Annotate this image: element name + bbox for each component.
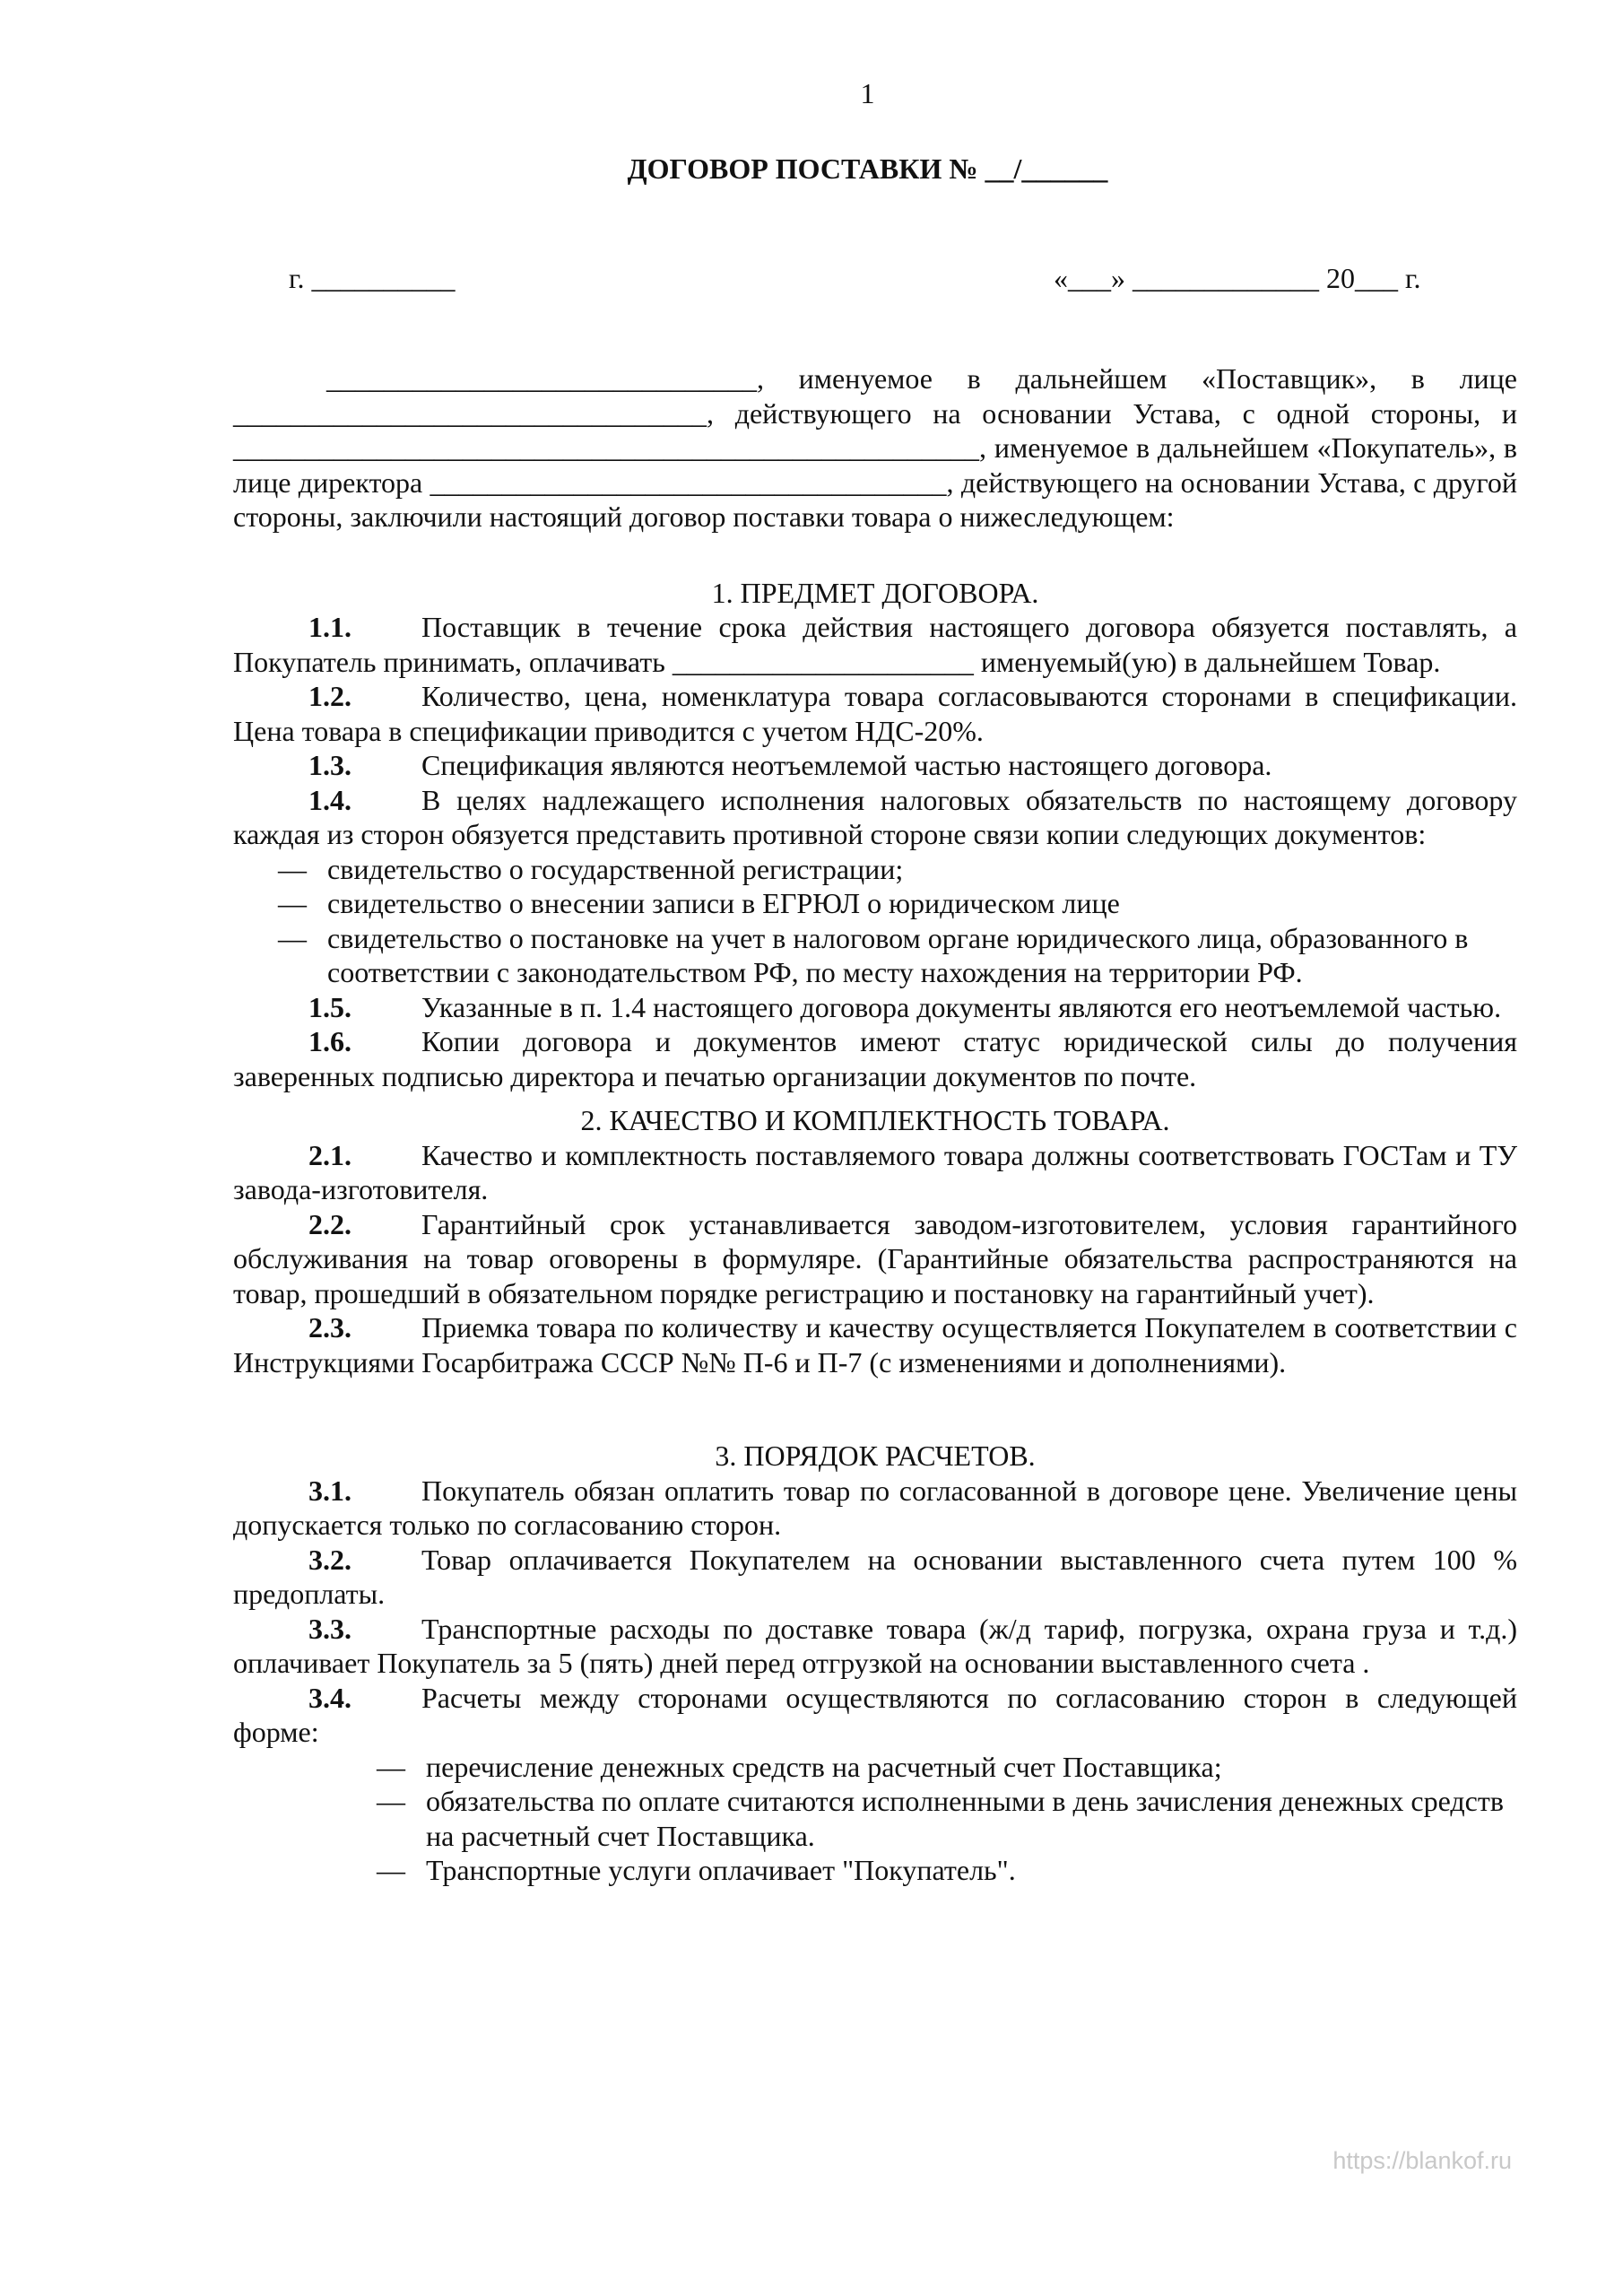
section-heading-3: 3. ПОРЯДОК РАСЧЕТОВ. bbox=[715, 1439, 1036, 1472]
clause-3-1 bbox=[233, 1474, 1517, 1543]
section-heading-2: 2. КАЧЕСТВО И КОМПЛЕКТНОСТЬ ТОВАРА. bbox=[580, 1104, 1170, 1136]
dash-bullet: — bbox=[278, 852, 307, 885]
section-heading-1: 1. ПРЕДМЕТ ДОГОВОРА. bbox=[711, 576, 1039, 609]
payment-forms-list bbox=[233, 1750, 1517, 1888]
date-line: «___» _____________ 20___ г. bbox=[1054, 262, 1421, 294]
clause-number: 1.4. bbox=[308, 783, 352, 816]
list-item-text: свидетельство о государственной регистрации; bbox=[327, 852, 904, 885]
dash-bullet: — bbox=[278, 887, 307, 919]
list-item bbox=[233, 921, 1517, 990]
clause-1-3 bbox=[233, 748, 1517, 783]
documents-list bbox=[233, 852, 1517, 990]
clause-text: Приемка товара по количеству и качеству осуществляется Покупателем в соответствии с Инструкциями Госарбитража СССР №№ П-6 и П-7 (с изменениями и дополнениями). bbox=[233, 1311, 1517, 1378]
document-title: ДОГОВОР ПОСТАВКИ № __/______ bbox=[627, 152, 1108, 185]
clause-1-5 bbox=[233, 990, 1517, 1025]
list-item bbox=[233, 852, 1517, 887]
clause-text: Покупатель обязан оплатить товар по согласованной в договоре цене. Увеличение цены допускается только по согласованию сторон. bbox=[233, 1474, 1517, 1541]
clause-3-2 bbox=[233, 1543, 1517, 1612]
dash-bullet: — bbox=[377, 1854, 405, 1886]
clause-number: 1.5. bbox=[308, 990, 352, 1023]
clause-text: Количество, цена, номенклатура товара согласовываются сторонами в спецификации. Цена товара в спецификации приводится с учетом НДС-20%. bbox=[233, 680, 1517, 747]
clause-number: 2.2. bbox=[308, 1207, 352, 1240]
clause-text: Товар оплачивается Покупателем на основании выставленного счета путем 100 % предоплаты. bbox=[233, 1543, 1517, 1610]
place-line: г. __________ bbox=[289, 262, 456, 294]
clause-text: Расчеты между сторонами осуществляются по согласованию сторон в следующей форме: bbox=[233, 1681, 1517, 1748]
clause-1-2 bbox=[233, 679, 1517, 748]
list-item bbox=[233, 1853, 1517, 1888]
clause-text: Поставщик в течение срока действия настоящего договора обязуется поставлять, а Покупатель принимать, оплачивать _____________________ именуемый(ую) в дальнейшем Товар. bbox=[233, 611, 1517, 678]
clause-number: 3.3. bbox=[308, 1612, 352, 1645]
clause-number: 1.3. bbox=[308, 749, 352, 781]
clause-text: Гарантийный срок устанавливается заводом-изготовителем, условия гарантийного обслуживания на товар оговорены в формуляре. (Гарантийные обязательства распространяются на товар, прошедший в обязательном порядке регистрацию и постановку на гарантийный учет). bbox=[233, 1207, 1517, 1309]
clause-2-2 bbox=[233, 1207, 1517, 1311]
list-item bbox=[233, 1750, 1517, 1785]
document-body bbox=[233, 361, 1517, 1888]
clause-number: 2.1. bbox=[308, 1138, 352, 1171]
clause-text: Спецификация являются неотъемлемой частью настоящего договора. bbox=[421, 749, 1272, 781]
clause-number: 1.2. bbox=[308, 680, 352, 712]
intro-paragraph: ______________________________, именуемое в дальнейшем «Поставщик», в лице _________________________________, действующего на основании Устава, с одной стороны, и ____________________________________________________, именуемое в дальнейшем «Покупатель», в лице директора ____________________________________, действующего на основании Устава, с другой стороны, заключили настоящий договор поставки товара о нижеследующем: bbox=[233, 362, 1517, 533]
clause-3-3 bbox=[233, 1612, 1517, 1681]
dash-bullet: — bbox=[377, 1750, 405, 1783]
clause-1-4 bbox=[233, 783, 1517, 852]
watermark-url: https://blankof.ru bbox=[1332, 2147, 1512, 2174]
clause-1-1 bbox=[233, 610, 1517, 679]
list-item-text: свидетельство о постановке на учет в налоговом органе юридического лица, образованного в соответствии с законодательством РФ, по месту нахождения на территории РФ. bbox=[327, 921, 1469, 988]
list-item-text: перечисление денежных средств на расчетный счет Поставщика; bbox=[426, 1750, 1222, 1783]
clause-number: 1.6. bbox=[308, 1025, 352, 1057]
clause-2-1 bbox=[233, 1138, 1517, 1207]
clause-text: Качество и комплектность поставляемого товара должны соответствовать ГОСТам и ТУ завода-изготовителя. bbox=[233, 1138, 1517, 1205]
clause-number: 3.1. bbox=[308, 1474, 352, 1507]
list-item-text: свидетельство о внесении записи в ЕГРЮЛ о юридическом лице bbox=[327, 887, 1120, 919]
clause-number: 1.1. bbox=[308, 611, 352, 643]
dash-bullet: — bbox=[278, 921, 307, 954]
clause-3-4 bbox=[233, 1681, 1517, 1750]
clause-text: Транспортные расходы по доставке товара (ж/д тариф, погрузка, охрана груза и т.д.) оплачивает Покупатель за 5 (пять) дней перед отгрузкой на основании выставленного счета . bbox=[233, 1612, 1517, 1679]
list-item bbox=[233, 1784, 1517, 1853]
clause-number: 2.3. bbox=[308, 1311, 352, 1344]
clause-text: Копии договора и документов имеют статус юридической силы до получения заверенных подписью директора и печатью организации документов по почте. bbox=[233, 1025, 1517, 1092]
clause-2-3 bbox=[233, 1310, 1517, 1379]
list-item-text: Транспортные услуги оплачивает "Покупатель". bbox=[426, 1854, 1016, 1886]
clause-1-6 bbox=[233, 1024, 1517, 1093]
dash-bullet: — bbox=[377, 1785, 405, 1817]
list-item-text: обязательства по оплате считаются исполненными в день зачисления денежных средств на расчетный счет Поставщика. bbox=[426, 1785, 1504, 1852]
clause-number: 3.2. bbox=[308, 1543, 352, 1576]
clause-text: Указанные в п. 1.4 настоящего договора документы являются его неотъемлемой частью. bbox=[421, 990, 1502, 1023]
clause-number: 3.4. bbox=[308, 1681, 352, 1714]
list-item bbox=[233, 886, 1517, 921]
page-number: 1 bbox=[860, 77, 875, 109]
clause-text: В целях надлежащего исполнения налоговых обязательств по настоящему договору каждая из сторон обязуется представить противной стороне связи копии следующих документов: bbox=[233, 783, 1517, 850]
